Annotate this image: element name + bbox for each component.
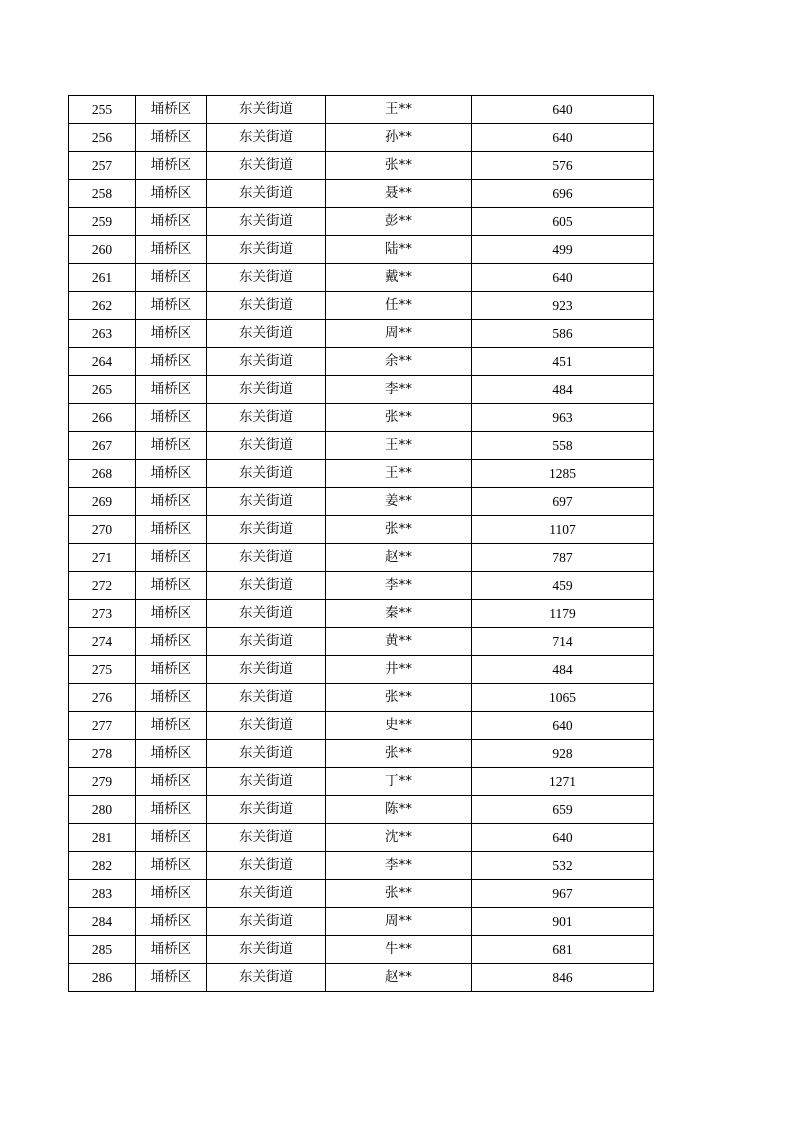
cell-index: 286 bbox=[69, 964, 136, 992]
cell-index: 277 bbox=[69, 712, 136, 740]
cell-name: 张** bbox=[326, 516, 472, 544]
cell-index: 270 bbox=[69, 516, 136, 544]
cell-region: 埇桥区 bbox=[136, 572, 207, 600]
table-container bbox=[68, 95, 648, 992]
table-row bbox=[69, 264, 654, 292]
cell-amount: 484 bbox=[472, 376, 654, 404]
table-row bbox=[69, 628, 654, 656]
cell-street: 东关街道 bbox=[207, 936, 326, 964]
cell-name: 张** bbox=[326, 740, 472, 768]
cell-name: 赵** bbox=[326, 964, 472, 992]
cell-region: 埇桥区 bbox=[136, 824, 207, 852]
cell-name: 沈** bbox=[326, 824, 472, 852]
cell-amount: 1179 bbox=[472, 600, 654, 628]
cell-amount: 640 bbox=[472, 124, 654, 152]
cell-street: 东关街道 bbox=[207, 572, 326, 600]
cell-index: 275 bbox=[69, 656, 136, 684]
cell-index: 262 bbox=[69, 292, 136, 320]
cell-name: 周** bbox=[326, 908, 472, 936]
table-row bbox=[69, 96, 654, 124]
cell-amount: 928 bbox=[472, 740, 654, 768]
cell-index: 257 bbox=[69, 152, 136, 180]
cell-region: 埇桥区 bbox=[136, 124, 207, 152]
table-row bbox=[69, 516, 654, 544]
table-row bbox=[69, 460, 654, 488]
table-row bbox=[69, 432, 654, 460]
cell-region: 埇桥区 bbox=[136, 544, 207, 572]
cell-region: 埇桥区 bbox=[136, 180, 207, 208]
cell-index: 278 bbox=[69, 740, 136, 768]
cell-street: 东关街道 bbox=[207, 96, 326, 124]
cell-index: 272 bbox=[69, 572, 136, 600]
cell-name: 丁** bbox=[326, 768, 472, 796]
cell-name: 王** bbox=[326, 96, 472, 124]
subsidy-table bbox=[68, 95, 654, 992]
cell-street: 东关街道 bbox=[207, 880, 326, 908]
cell-street: 东关街道 bbox=[207, 824, 326, 852]
cell-region: 埇桥区 bbox=[136, 712, 207, 740]
cell-amount: 640 bbox=[472, 712, 654, 740]
cell-region: 埇桥区 bbox=[136, 656, 207, 684]
cell-region: 埇桥区 bbox=[136, 740, 207, 768]
cell-amount: 659 bbox=[472, 796, 654, 824]
cell-street: 东关街道 bbox=[207, 544, 326, 572]
table-row bbox=[69, 824, 654, 852]
cell-name: 张** bbox=[326, 684, 472, 712]
cell-street: 东关街道 bbox=[207, 404, 326, 432]
cell-name: 秦** bbox=[326, 600, 472, 628]
cell-street: 东关街道 bbox=[207, 124, 326, 152]
cell-amount: 963 bbox=[472, 404, 654, 432]
cell-amount: 558 bbox=[472, 432, 654, 460]
cell-name: 井** bbox=[326, 656, 472, 684]
cell-region: 埇桥区 bbox=[136, 880, 207, 908]
cell-index: 280 bbox=[69, 796, 136, 824]
cell-amount: 967 bbox=[472, 880, 654, 908]
cell-name: 陆** bbox=[326, 236, 472, 264]
cell-index: 267 bbox=[69, 432, 136, 460]
cell-index: 265 bbox=[69, 376, 136, 404]
cell-street: 东关街道 bbox=[207, 684, 326, 712]
cell-name: 李** bbox=[326, 572, 472, 600]
cell-index: 269 bbox=[69, 488, 136, 516]
cell-index: 260 bbox=[69, 236, 136, 264]
cell-street: 东关街道 bbox=[207, 656, 326, 684]
cell-index: 281 bbox=[69, 824, 136, 852]
cell-amount: 787 bbox=[472, 544, 654, 572]
cell-region: 埇桥区 bbox=[136, 964, 207, 992]
table-row bbox=[69, 488, 654, 516]
table-row bbox=[69, 124, 654, 152]
table-row bbox=[69, 740, 654, 768]
cell-name: 彭** bbox=[326, 208, 472, 236]
cell-name: 史** bbox=[326, 712, 472, 740]
cell-amount: 714 bbox=[472, 628, 654, 656]
cell-amount: 1107 bbox=[472, 516, 654, 544]
cell-region: 埇桥区 bbox=[136, 460, 207, 488]
cell-street: 东关街道 bbox=[207, 320, 326, 348]
cell-amount: 576 bbox=[472, 152, 654, 180]
cell-street: 东关街道 bbox=[207, 236, 326, 264]
cell-amount: 586 bbox=[472, 320, 654, 348]
cell-name: 张** bbox=[326, 880, 472, 908]
cell-street: 东关街道 bbox=[207, 908, 326, 936]
cell-amount: 1271 bbox=[472, 768, 654, 796]
cell-name: 王** bbox=[326, 460, 472, 488]
cell-index: 258 bbox=[69, 180, 136, 208]
table-row bbox=[69, 152, 654, 180]
cell-street: 东关街道 bbox=[207, 852, 326, 880]
table-row bbox=[69, 292, 654, 320]
table-row bbox=[69, 768, 654, 796]
cell-index: 274 bbox=[69, 628, 136, 656]
cell-amount: 640 bbox=[472, 96, 654, 124]
cell-region: 埇桥区 bbox=[136, 96, 207, 124]
cell-index: 255 bbox=[69, 96, 136, 124]
cell-amount: 696 bbox=[472, 180, 654, 208]
cell-index: 259 bbox=[69, 208, 136, 236]
cell-street: 东关街道 bbox=[207, 796, 326, 824]
cell-region: 埇桥区 bbox=[136, 208, 207, 236]
cell-name: 张** bbox=[326, 152, 472, 180]
table-row bbox=[69, 684, 654, 712]
cell-name: 陈** bbox=[326, 796, 472, 824]
table-row bbox=[69, 852, 654, 880]
cell-street: 东关街道 bbox=[207, 740, 326, 768]
cell-amount: 459 bbox=[472, 572, 654, 600]
cell-index: 283 bbox=[69, 880, 136, 908]
cell-index: 285 bbox=[69, 936, 136, 964]
cell-amount: 923 bbox=[472, 292, 654, 320]
cell-name: 戴** bbox=[326, 264, 472, 292]
cell-amount: 846 bbox=[472, 964, 654, 992]
cell-name: 周** bbox=[326, 320, 472, 348]
table-row bbox=[69, 936, 654, 964]
cell-region: 埇桥区 bbox=[136, 628, 207, 656]
cell-name: 余** bbox=[326, 348, 472, 376]
cell-region: 埇桥区 bbox=[136, 404, 207, 432]
cell-street: 东关街道 bbox=[207, 348, 326, 376]
cell-street: 东关街道 bbox=[207, 292, 326, 320]
cell-region: 埇桥区 bbox=[136, 264, 207, 292]
cell-region: 埇桥区 bbox=[136, 516, 207, 544]
cell-name: 王** bbox=[326, 432, 472, 460]
cell-region: 埇桥区 bbox=[136, 348, 207, 376]
cell-index: 266 bbox=[69, 404, 136, 432]
cell-amount: 640 bbox=[472, 264, 654, 292]
cell-street: 东关街道 bbox=[207, 600, 326, 628]
table-row bbox=[69, 656, 654, 684]
cell-street: 东关街道 bbox=[207, 264, 326, 292]
cell-index: 284 bbox=[69, 908, 136, 936]
cell-index: 263 bbox=[69, 320, 136, 348]
cell-street: 东关街道 bbox=[207, 432, 326, 460]
cell-street: 东关街道 bbox=[207, 376, 326, 404]
cell-amount: 1285 bbox=[472, 460, 654, 488]
cell-index: 268 bbox=[69, 460, 136, 488]
table-body bbox=[69, 96, 654, 992]
cell-street: 东关街道 bbox=[207, 964, 326, 992]
cell-index: 279 bbox=[69, 768, 136, 796]
cell-index: 273 bbox=[69, 600, 136, 628]
cell-amount: 451 bbox=[472, 348, 654, 376]
cell-index: 256 bbox=[69, 124, 136, 152]
cell-street: 东关街道 bbox=[207, 712, 326, 740]
cell-amount: 499 bbox=[472, 236, 654, 264]
cell-region: 埇桥区 bbox=[136, 852, 207, 880]
cell-region: 埇桥区 bbox=[136, 936, 207, 964]
table-row bbox=[69, 404, 654, 432]
cell-name: 张** bbox=[326, 404, 472, 432]
cell-name: 孙** bbox=[326, 124, 472, 152]
cell-amount: 532 bbox=[472, 852, 654, 880]
table-row bbox=[69, 180, 654, 208]
table-row bbox=[69, 964, 654, 992]
cell-street: 东关街道 bbox=[207, 488, 326, 516]
cell-name: 李** bbox=[326, 852, 472, 880]
table-row bbox=[69, 908, 654, 936]
cell-street: 东关街道 bbox=[207, 768, 326, 796]
cell-name: 聂** bbox=[326, 180, 472, 208]
cell-index: 264 bbox=[69, 348, 136, 376]
cell-street: 东关街道 bbox=[207, 460, 326, 488]
cell-region: 埇桥区 bbox=[136, 488, 207, 516]
cell-index: 261 bbox=[69, 264, 136, 292]
table-row bbox=[69, 712, 654, 740]
cell-street: 东关街道 bbox=[207, 628, 326, 656]
cell-name: 任** bbox=[326, 292, 472, 320]
cell-region: 埇桥区 bbox=[136, 768, 207, 796]
cell-amount: 605 bbox=[472, 208, 654, 236]
table-row bbox=[69, 796, 654, 824]
cell-region: 埇桥区 bbox=[136, 908, 207, 936]
cell-name: 李** bbox=[326, 376, 472, 404]
table-row bbox=[69, 572, 654, 600]
table-row bbox=[69, 376, 654, 404]
table-row bbox=[69, 880, 654, 908]
cell-name: 姜** bbox=[326, 488, 472, 516]
cell-region: 埇桥区 bbox=[136, 152, 207, 180]
table-row bbox=[69, 208, 654, 236]
cell-amount: 640 bbox=[472, 824, 654, 852]
cell-name: 牛** bbox=[326, 936, 472, 964]
table-row bbox=[69, 236, 654, 264]
cell-street: 东关街道 bbox=[207, 516, 326, 544]
cell-name: 赵** bbox=[326, 544, 472, 572]
cell-amount: 901 bbox=[472, 908, 654, 936]
cell-street: 东关街道 bbox=[207, 152, 326, 180]
table-row bbox=[69, 600, 654, 628]
table-row bbox=[69, 348, 654, 376]
cell-region: 埇桥区 bbox=[136, 320, 207, 348]
cell-region: 埇桥区 bbox=[136, 432, 207, 460]
cell-amount: 681 bbox=[472, 936, 654, 964]
cell-amount: 697 bbox=[472, 488, 654, 516]
cell-region: 埇桥区 bbox=[136, 376, 207, 404]
cell-region: 埇桥区 bbox=[136, 796, 207, 824]
cell-street: 东关街道 bbox=[207, 180, 326, 208]
cell-region: 埇桥区 bbox=[136, 684, 207, 712]
cell-amount: 484 bbox=[472, 656, 654, 684]
cell-name: 黄** bbox=[326, 628, 472, 656]
cell-index: 276 bbox=[69, 684, 136, 712]
cell-amount: 1065 bbox=[472, 684, 654, 712]
cell-region: 埇桥区 bbox=[136, 600, 207, 628]
cell-street: 东关街道 bbox=[207, 208, 326, 236]
table-row bbox=[69, 320, 654, 348]
cell-index: 282 bbox=[69, 852, 136, 880]
table-row bbox=[69, 544, 654, 572]
cell-region: 埇桥区 bbox=[136, 292, 207, 320]
cell-region: 埇桥区 bbox=[136, 236, 207, 264]
cell-index: 271 bbox=[69, 544, 136, 572]
